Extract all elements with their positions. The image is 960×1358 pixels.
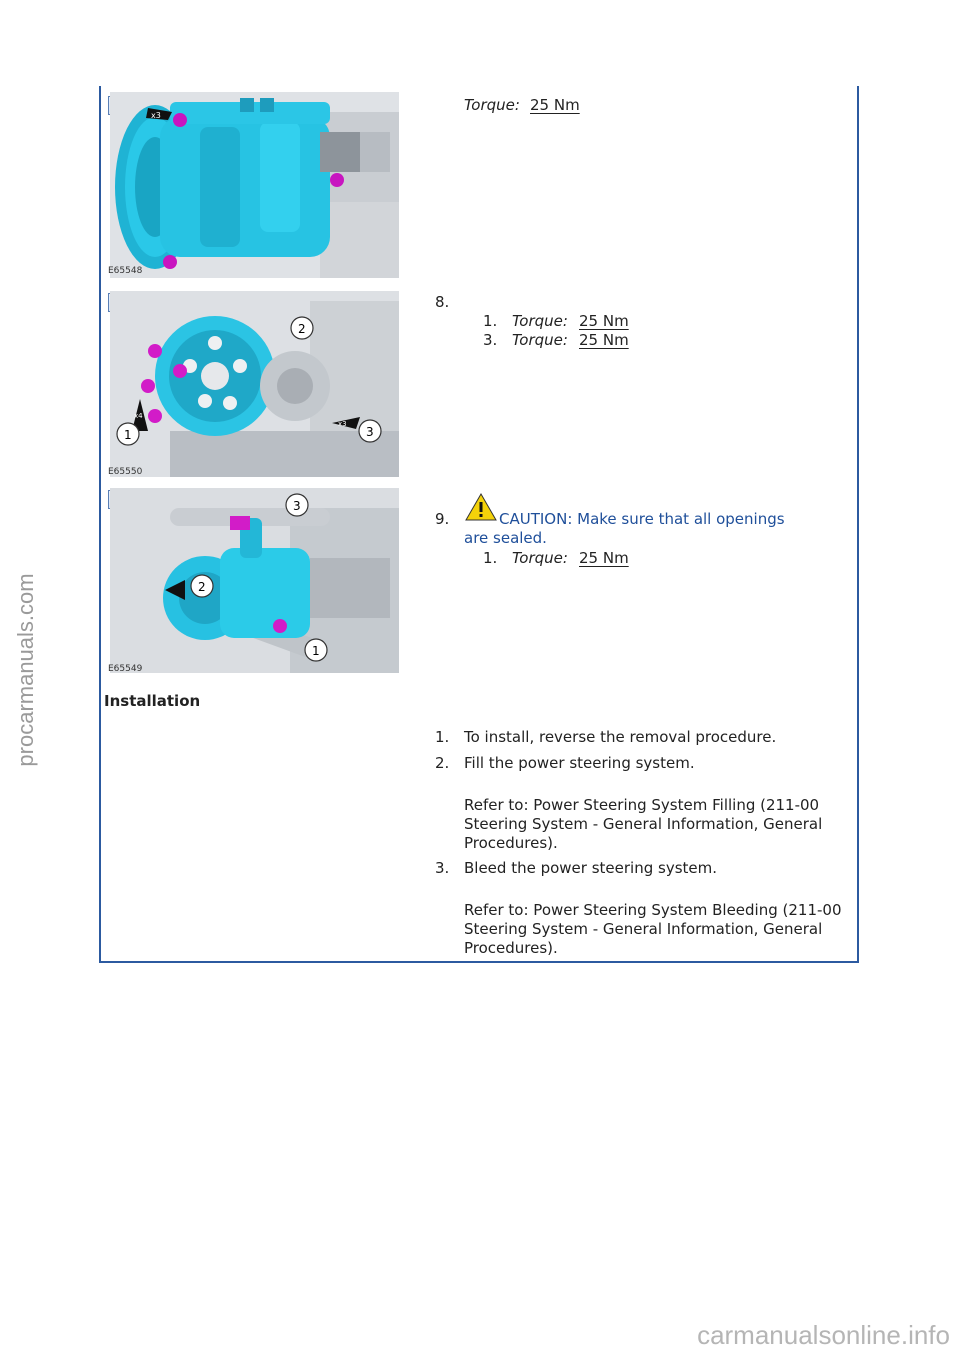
reference-link[interactable]: Refer to: Power Steering System Filling (211-00 Steering System - General Information, General Procedures). xyxy=(464,796,823,852)
torque-label: Torque: xyxy=(512,549,568,567)
x4-label: x4 xyxy=(134,412,143,420)
step-number: 2. xyxy=(435,754,450,772)
callout-1: 1 xyxy=(124,428,132,442)
step-number: 3. xyxy=(435,859,450,877)
sub-step-number: 3. xyxy=(483,331,498,349)
section-heading: Installation xyxy=(104,692,201,710)
side-watermark-text: procarmanuals.com xyxy=(13,573,38,767)
callout-1: 1 xyxy=(312,644,320,658)
torque-value: 25 Nm xyxy=(530,96,580,114)
steering-pump-illustration[interactable] xyxy=(110,488,399,673)
side-watermark xyxy=(6,560,46,780)
figure-id: E65549 xyxy=(108,664,143,674)
pulley-illustration[interactable] xyxy=(110,291,399,477)
torque-label: Torque: xyxy=(512,312,568,330)
caution-text-cont: are sealed. xyxy=(464,529,547,547)
torque-value: 25 Nm xyxy=(579,549,629,567)
torque-value: 25 Nm xyxy=(579,312,629,330)
step-text: Fill the power steering system. xyxy=(464,754,695,772)
caution-icon xyxy=(464,492,498,522)
torque-label: Torque: xyxy=(512,331,568,349)
compressor-illustration[interactable] xyxy=(110,92,399,278)
step-text: To install, reverse the removal procedure. xyxy=(464,728,777,746)
step-text: Bleed the power steering system. xyxy=(464,859,718,877)
callout-3: 3 xyxy=(366,425,374,439)
reference-link[interactable]: Refer to: Power Steering System Bleeding (211-00 Steering System - General Information, General Procedures). xyxy=(464,901,842,957)
step-number: 9. xyxy=(435,510,450,528)
x3-label: x3 xyxy=(338,420,347,428)
torque-value: 25 Nm xyxy=(579,331,629,349)
sub-step-number: 1. xyxy=(483,312,498,330)
x3-label: x3 xyxy=(151,111,161,120)
caution-text: CAUTION: Make sure that all openings xyxy=(499,510,785,528)
step-number: 1. xyxy=(435,728,450,746)
sub-step-number: 1. xyxy=(483,549,498,567)
torque-label: Torque: xyxy=(464,96,520,114)
step-number: 8. xyxy=(435,293,450,311)
callout-2: 2 xyxy=(198,580,206,594)
bottom-watermark: carmanualsonline.info xyxy=(697,1320,950,1350)
callout-2: 2 xyxy=(298,322,306,336)
figure-id: E65550 xyxy=(108,467,143,477)
figure-id: E65548 xyxy=(108,266,143,276)
callout-3: 3 xyxy=(293,499,301,513)
